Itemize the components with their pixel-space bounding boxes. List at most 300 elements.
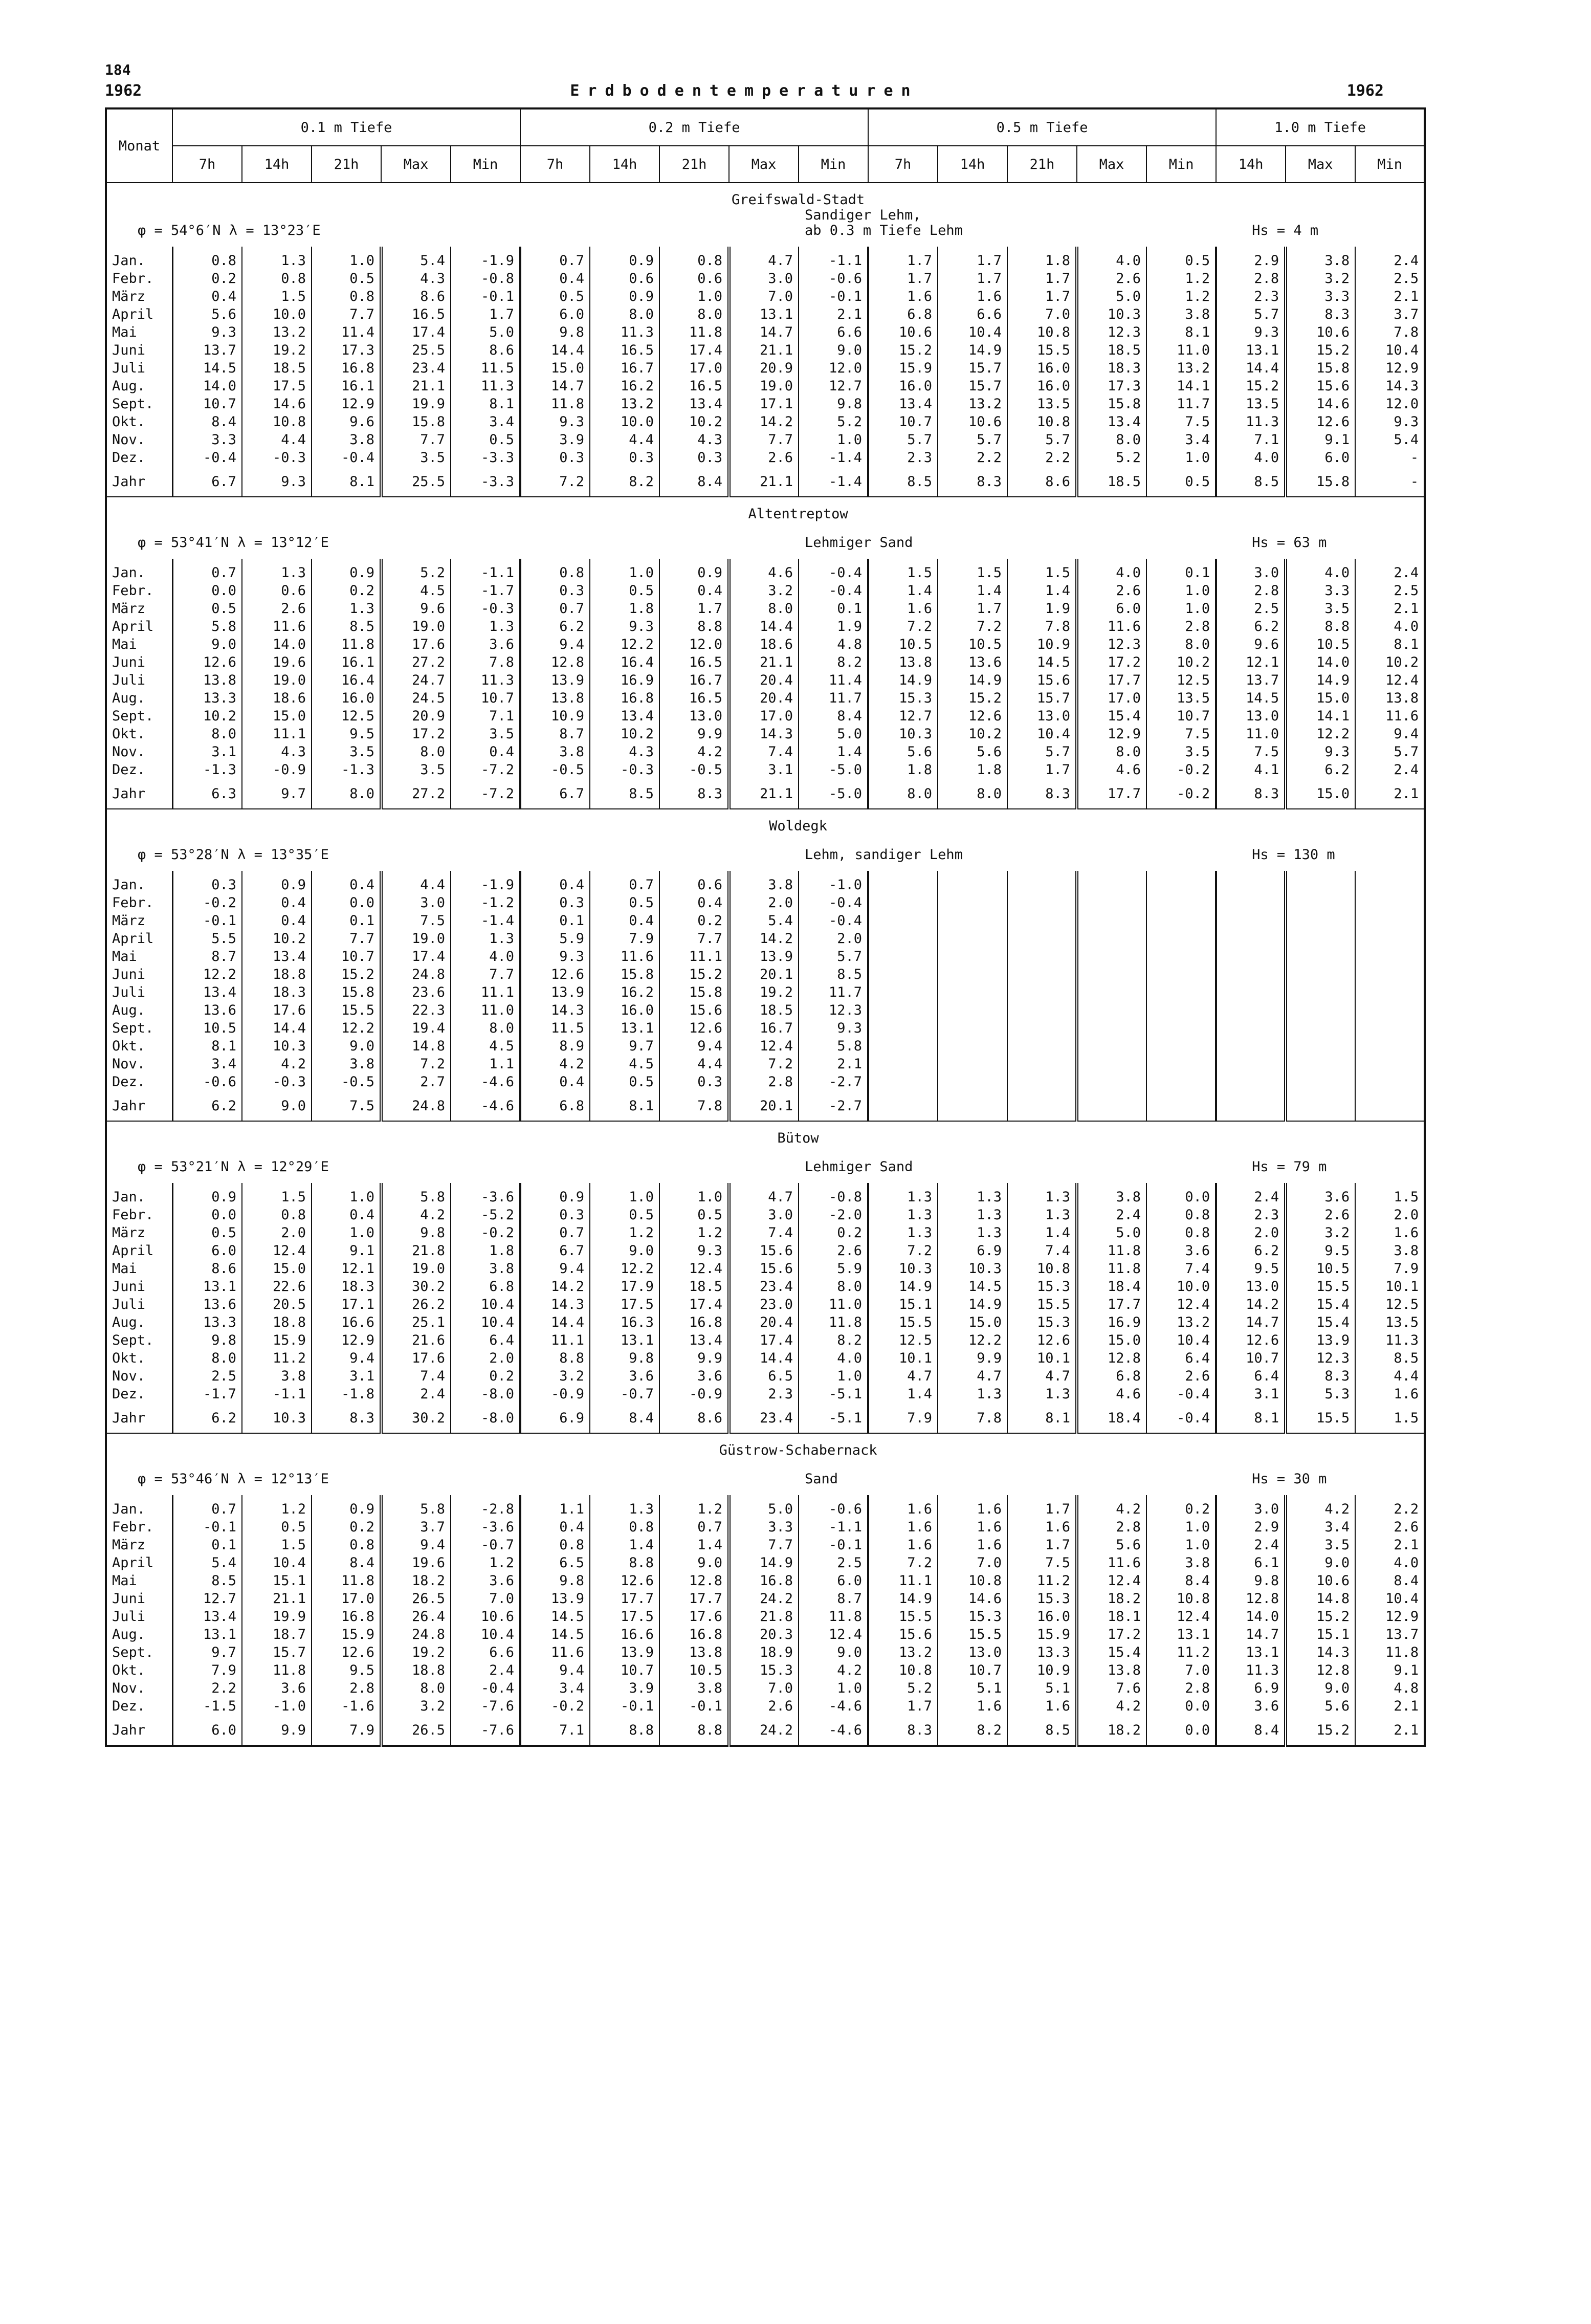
table-row (106, 1590, 1425, 1608)
value-cell: 7.1 (1216, 431, 1286, 449)
value-cell: 14.4 (729, 1349, 799, 1367)
month-label: Dez. (106, 1697, 172, 1715)
value-cell: -1.0 (242, 1697, 312, 1715)
value-cell: 17.2 (381, 725, 451, 743)
value-cell: 1.0 (799, 1679, 868, 1697)
value-cell: 5.6 (868, 743, 938, 761)
value-cell: -0.9 (659, 1385, 729, 1403)
value-cell: 14.9 (938, 1296, 1007, 1313)
value-cell: 4.0 (1355, 1554, 1425, 1572)
value-cell: 13.9 (729, 948, 799, 966)
blank-cell (106, 1433, 172, 1458)
month-label: Nov. (106, 1055, 172, 1073)
value-cell: 1.3 (590, 1495, 659, 1518)
year-value-cell: 18.2 (1077, 1715, 1146, 1746)
value-cell: 14.9 (938, 671, 1007, 689)
value-cell: 6.5 (729, 1367, 799, 1385)
value-cell: 1.6 (938, 1697, 1007, 1715)
value-cell: 1.6 (938, 1536, 1007, 1554)
value-cell: 11.6 (1077, 1554, 1146, 1572)
value-cell: 5.0 (1077, 1224, 1146, 1242)
value-cell: 6.6 (938, 305, 1007, 323)
value-cell: 2.1 (1355, 1697, 1425, 1715)
value-cell: 15.0 (520, 359, 590, 377)
value-cell: 12.3 (1286, 1349, 1355, 1367)
value-cell: 4.7 (729, 247, 799, 270)
sub-header: 7h (172, 146, 242, 183)
value-cell: 1.3 (938, 1385, 1007, 1403)
value-cell: 0.5 (590, 894, 659, 912)
table-row (106, 1697, 1425, 1715)
value-cell: 22.6 (242, 1278, 312, 1296)
value-cell: 13.4 (659, 1331, 729, 1349)
value-cell: 13.0 (1007, 707, 1077, 725)
value-cell: 17.5 (242, 377, 312, 395)
year-value-cell (1216, 1091, 1286, 1121)
sub-header: Max (1077, 146, 1146, 183)
value-cell: 10.6 (938, 413, 1007, 431)
value-cell: 20.1 (729, 966, 799, 983)
value-cell: 7.5 (1146, 725, 1216, 743)
month-label: Mai (106, 323, 172, 341)
value-cell: 2.0 (242, 1224, 312, 1242)
value-cell: 6.8 (451, 1278, 520, 1296)
value-cell: 12.0 (799, 359, 868, 377)
value-cell: 0.4 (590, 912, 659, 930)
value-cell: 17.4 (381, 323, 451, 341)
month-label: Sept. (106, 1019, 172, 1037)
value-cell: 7.9 (172, 1661, 242, 1679)
year-value-cell: 9.9 (242, 1715, 312, 1746)
table-row (106, 871, 1425, 894)
station-name-row (106, 1433, 1425, 1458)
value-cell: 10.1 (1355, 1278, 1425, 1296)
value-cell: 15.2 (312, 966, 381, 983)
value-cell: 4.3 (242, 743, 312, 761)
value-cell: 9.3 (1216, 323, 1286, 341)
value-cell: 0.8 (172, 247, 242, 270)
value-cell: 2.1 (799, 305, 868, 323)
year-value-cell: -4.6 (451, 1091, 520, 1121)
value-cell: -4.6 (451, 1073, 520, 1091)
value-cell: 4.0 (799, 1349, 868, 1367)
value-cell: 13.8 (659, 1643, 729, 1661)
value-cell: 3.2 (1286, 1224, 1355, 1242)
value-cell: 4.5 (451, 1037, 520, 1055)
value-cell: 10.9 (1007, 635, 1077, 653)
value-cell: -5.2 (451, 1206, 520, 1224)
value-cell: 11.6 (590, 948, 659, 966)
value-cell: -0.6 (799, 1495, 868, 1518)
value-cell: 14.5 (172, 359, 242, 377)
table-row (106, 359, 1425, 377)
value-cell: 0.2 (799, 1224, 868, 1242)
value-cell (938, 966, 1007, 983)
table-row (106, 1554, 1425, 1572)
value-cell: 7.0 (938, 1554, 1007, 1572)
month-label: Febr. (106, 582, 172, 600)
value-cell: -0.4 (312, 449, 381, 467)
value-cell: 1.4 (868, 582, 938, 600)
value-cell: 10.2 (172, 707, 242, 725)
value-cell (1007, 930, 1077, 948)
value-cell (1286, 1001, 1355, 1019)
table-row (106, 582, 1425, 600)
value-cell: 0.2 (451, 1367, 520, 1385)
year-value-cell: -8.0 (451, 1403, 520, 1433)
month-label: Dez. (106, 761, 172, 779)
month-label: Aug. (106, 689, 172, 707)
month-label: Nov. (106, 431, 172, 449)
value-cell: 2.6 (729, 449, 799, 467)
value-cell: 4.6 (1077, 1385, 1146, 1403)
value-cell: 9.4 (520, 635, 590, 653)
value-cell: 13.5 (1007, 395, 1077, 413)
blank-cell (106, 183, 172, 208)
value-cell: -2.0 (799, 1206, 868, 1224)
value-cell: 1.2 (659, 1224, 729, 1242)
table-row (106, 743, 1425, 761)
value-cell: 19.6 (381, 1554, 451, 1572)
value-cell: 0.5 (1146, 247, 1216, 270)
value-cell: 8.0 (799, 1278, 868, 1296)
value-cell: 0.7 (590, 871, 659, 894)
value-cell: 8.0 (1077, 431, 1146, 449)
value-cell: 10.9 (1007, 1661, 1077, 1679)
value-cell: 5.8 (381, 1183, 451, 1206)
value-cell: 24.8 (381, 966, 451, 983)
value-cell: 10.3 (242, 1037, 312, 1055)
year-value-cell: 15.8 (1286, 467, 1355, 497)
value-cell: 1.5 (242, 288, 312, 305)
value-cell: 1.6 (1007, 1518, 1077, 1536)
value-cell: 12.6 (520, 966, 590, 983)
value-cell: 2.6 (242, 600, 312, 618)
value-cell: 15.6 (659, 1001, 729, 1019)
value-cell: -0.7 (451, 1536, 520, 1554)
value-cell: 2.9 (1216, 247, 1286, 270)
monat-header: Monat (106, 108, 172, 183)
value-cell: 6.1 (1216, 1554, 1286, 1572)
value-cell (938, 1019, 1007, 1037)
value-cell: 9.8 (799, 395, 868, 413)
month-label: Febr. (106, 894, 172, 912)
table-row (106, 1495, 1425, 1518)
year-value-cell: 8.8 (590, 1715, 659, 1746)
value-cell: 2.1 (1355, 600, 1425, 618)
value-cell: 12.9 (312, 1331, 381, 1349)
value-cell: 0.8 (520, 1536, 590, 1554)
value-cell: 12.9 (312, 395, 381, 413)
value-cell: 3.8 (729, 871, 799, 894)
year-value-cell: 7.1 (520, 1715, 590, 1746)
value-cell: 14.1 (1146, 377, 1216, 395)
value-cell: 14.2 (729, 930, 799, 948)
value-cell: 15.0 (1286, 689, 1355, 707)
value-cell: 2.7 (381, 1073, 451, 1091)
value-cell: -1.1 (242, 1385, 312, 1403)
value-cell: 0.9 (590, 288, 659, 305)
year-label: Jahr (106, 1403, 172, 1433)
value-cell: 13.5 (1216, 395, 1286, 413)
value-cell: 19.0 (381, 1260, 451, 1278)
value-cell: -0.1 (799, 288, 868, 305)
value-cell: 18.3 (312, 1278, 381, 1296)
month-label: Okt. (106, 1349, 172, 1367)
year-value-cell: - (1355, 467, 1425, 497)
value-cell: 8.0 (1146, 635, 1216, 653)
value-cell: 0.9 (172, 1183, 242, 1206)
value-cell: 3.9 (520, 431, 590, 449)
value-cell: 14.3 (1355, 377, 1425, 395)
value-cell: 10.7 (938, 1661, 1007, 1679)
value-cell: 15.3 (729, 1661, 799, 1679)
value-cell: 12.5 (1146, 671, 1216, 689)
table-row (106, 600, 1425, 618)
value-cell: 13.8 (1355, 689, 1425, 707)
value-cell: 9.3 (1355, 413, 1425, 431)
value-cell: 18.9 (729, 1643, 799, 1661)
value-cell: 9.1 (1355, 1661, 1425, 1679)
value-cell: -1.9 (451, 871, 520, 894)
month-label: Jan. (106, 1495, 172, 1518)
table-header (106, 108, 1425, 183)
value-cell: 8.4 (799, 707, 868, 725)
value-cell: 5.4 (381, 247, 451, 270)
value-cell: 0.5 (451, 431, 520, 449)
value-cell: 19.0 (729, 377, 799, 395)
value-cell: 5.8 (172, 618, 242, 635)
month-label: Febr. (106, 1518, 172, 1536)
value-cell: 0.9 (312, 1495, 381, 1518)
value-cell: 15.8 (590, 966, 659, 983)
value-cell: -1.5 (172, 1697, 242, 1715)
value-cell: 8.9 (520, 1037, 590, 1055)
value-cell: 3.8 (1146, 305, 1216, 323)
month-label: Juli (106, 671, 172, 689)
value-cell: 22.3 (381, 1001, 451, 1019)
value-cell: 19.2 (381, 1643, 451, 1661)
value-cell: 15.2 (1286, 1608, 1355, 1626)
value-cell: 0.4 (312, 871, 381, 894)
value-cell: -0.1 (172, 1518, 242, 1536)
value-cell (1216, 930, 1286, 948)
value-cell: 10.3 (868, 1260, 938, 1278)
value-cell: 7.0 (1007, 305, 1077, 323)
value-cell: 18.8 (242, 1313, 312, 1331)
value-cell: 9.5 (312, 1661, 381, 1679)
value-cell: 9.4 (1355, 725, 1425, 743)
value-cell (868, 1037, 938, 1055)
value-cell: 16.9 (590, 671, 659, 689)
value-cell: 11.3 (1216, 1661, 1286, 1679)
value-cell: 16.8 (729, 1572, 799, 1590)
value-cell: 0.3 (590, 449, 659, 467)
value-cell (868, 983, 938, 1001)
value-cell: 8.8 (1286, 618, 1355, 635)
month-label: Sept. (106, 707, 172, 725)
value-cell: 6.8 (1077, 1367, 1146, 1385)
table-row (106, 671, 1425, 689)
value-cell: 8.7 (172, 948, 242, 966)
value-cell: 4.3 (659, 431, 729, 449)
value-cell: 0.5 (520, 288, 590, 305)
value-cell: 15.7 (938, 377, 1007, 395)
value-cell: 0.3 (659, 449, 729, 467)
value-cell: 10.2 (242, 930, 312, 948)
value-cell (1146, 930, 1216, 948)
year-value-cell: 7.8 (659, 1091, 729, 1121)
value-cell (1355, 930, 1425, 948)
value-cell: 0.8 (242, 270, 312, 288)
value-cell: 15.6 (729, 1260, 799, 1278)
value-cell: 2.6 (1077, 270, 1146, 288)
year-value-cell: -1.4 (799, 467, 868, 497)
year-value-cell: 8.0 (868, 779, 938, 809)
value-cell: 13.3 (172, 1313, 242, 1331)
value-cell: 0.4 (520, 270, 590, 288)
value-cell: 6.5 (520, 1554, 590, 1572)
value-cell: 12.9 (1355, 1608, 1425, 1626)
sub-header: Min (451, 146, 520, 183)
value-cell: 2.1 (1355, 288, 1425, 305)
value-cell: 10.7 (1146, 707, 1216, 725)
value-cell (1007, 1037, 1077, 1055)
value-cell (1286, 912, 1355, 930)
year-value-cell: 8.5 (1007, 1715, 1077, 1746)
value-cell: -0.1 (799, 1536, 868, 1554)
value-cell: 3.5 (1286, 1536, 1355, 1554)
value-cell: 8.6 (451, 341, 520, 359)
sub-header: Min (799, 146, 868, 183)
month-label: März (106, 1536, 172, 1554)
value-cell: 15.8 (1286, 359, 1355, 377)
station-name: Bütow (172, 1121, 1425, 1146)
value-cell: 9.4 (520, 1661, 590, 1679)
value-cell: 13.1 (590, 1019, 659, 1037)
value-cell: 10.6 (1286, 323, 1355, 341)
value-cell: 10.6 (451, 1608, 520, 1626)
value-cell: 1.6 (868, 1518, 938, 1536)
value-cell: 0.2 (312, 1518, 381, 1536)
value-cell: 0.8 (312, 1536, 381, 1554)
month-label: April (106, 1554, 172, 1572)
value-cell: 1.6 (868, 288, 938, 305)
value-cell: 15.5 (1007, 1296, 1077, 1313)
value-cell: 16.2 (590, 983, 659, 1001)
table-row (106, 761, 1425, 779)
value-cell (938, 948, 1007, 966)
value-cell: 1.1 (520, 1495, 590, 1518)
value-cell: 9.3 (799, 1019, 868, 1037)
station-height: Hs = 30 m (1252, 1471, 1327, 1487)
value-cell: 0.2 (659, 912, 729, 930)
value-cell: 9.8 (381, 1224, 451, 1242)
value-cell: 7.2 (381, 1055, 451, 1073)
value-cell: 3.5 (451, 725, 520, 743)
value-cell: 2.0 (451, 1349, 520, 1367)
value-cell: 13.9 (520, 671, 590, 689)
value-cell: 15.6 (729, 1242, 799, 1260)
value-cell: 19.2 (242, 341, 312, 359)
month-label: Dez. (106, 1073, 172, 1091)
value-cell: 2.8 (1146, 1679, 1216, 1697)
value-cell: 16.5 (659, 689, 729, 707)
value-cell: 17.6 (659, 1608, 729, 1626)
station-meta-row (106, 522, 1425, 551)
month-label: März (106, 600, 172, 618)
value-cell: 10.5 (938, 635, 1007, 653)
value-cell (1216, 1037, 1286, 1055)
value-cell: 1.5 (868, 559, 938, 582)
value-cell: 10.4 (1355, 1590, 1425, 1608)
value-cell: 1.3 (242, 559, 312, 582)
value-cell: 1.1 (451, 1055, 520, 1073)
month-label: April (106, 305, 172, 323)
value-cell (1355, 1037, 1425, 1055)
year-value-cell: 8.6 (659, 1403, 729, 1433)
value-cell: 16.3 (590, 1313, 659, 1331)
month-label: Sept. (106, 395, 172, 413)
value-cell (1077, 1073, 1146, 1091)
value-cell: 11.3 (451, 377, 520, 395)
value-cell: 20.9 (729, 359, 799, 377)
value-cell: 9.6 (1216, 635, 1286, 653)
value-cell: 0.8 (312, 288, 381, 305)
value-cell: 23.4 (381, 359, 451, 377)
value-cell: 3.8 (312, 431, 381, 449)
value-cell: 10.4 (1007, 725, 1077, 743)
value-cell (1355, 894, 1425, 912)
year-value-cell: 6.2 (172, 1403, 242, 1433)
value-cell: -0.4 (799, 912, 868, 930)
value-cell: 5.6 (172, 305, 242, 323)
value-cell: 3.5 (1286, 600, 1355, 618)
value-cell: 2.5 (1355, 270, 1425, 288)
value-cell: 2.2 (1007, 449, 1077, 467)
value-cell: 11.7 (799, 983, 868, 1001)
value-cell: 14.0 (1216, 1608, 1286, 1626)
station-height: Hs = 79 m (1252, 1159, 1327, 1175)
value-cell: 9.5 (312, 725, 381, 743)
value-cell: 26.5 (381, 1590, 451, 1608)
value-cell: 11.7 (799, 689, 868, 707)
value-cell: 14.9 (1286, 671, 1355, 689)
value-cell: 1.0 (659, 1183, 729, 1206)
page-title: Erdbodentemperaturen (570, 82, 919, 100)
value-cell: 10.5 (172, 1019, 242, 1037)
value-cell: -1.7 (172, 1385, 242, 1403)
value-cell: 15.2 (1286, 341, 1355, 359)
value-cell: 15.9 (868, 359, 938, 377)
year-value-cell: 7.9 (868, 1403, 938, 1433)
value-cell: 18.3 (242, 983, 312, 1001)
value-cell (1286, 983, 1355, 1001)
year-value-cell: 1.5 (1355, 1403, 1425, 1433)
value-cell: 0.7 (520, 1224, 590, 1242)
year-value-cell: 8.3 (1007, 779, 1077, 809)
value-cell: 3.0 (729, 270, 799, 288)
value-cell: 1.8 (938, 761, 1007, 779)
year-value-cell: 8.2 (590, 467, 659, 497)
value-cell: 17.1 (312, 1296, 381, 1313)
value-cell: 7.0 (451, 1590, 520, 1608)
month-label: März (106, 912, 172, 930)
value-cell: 9.0 (312, 1037, 381, 1055)
value-cell: 9.8 (590, 1349, 659, 1367)
value-cell: 1.6 (868, 1536, 938, 1554)
value-cell: 25.1 (381, 1313, 451, 1331)
